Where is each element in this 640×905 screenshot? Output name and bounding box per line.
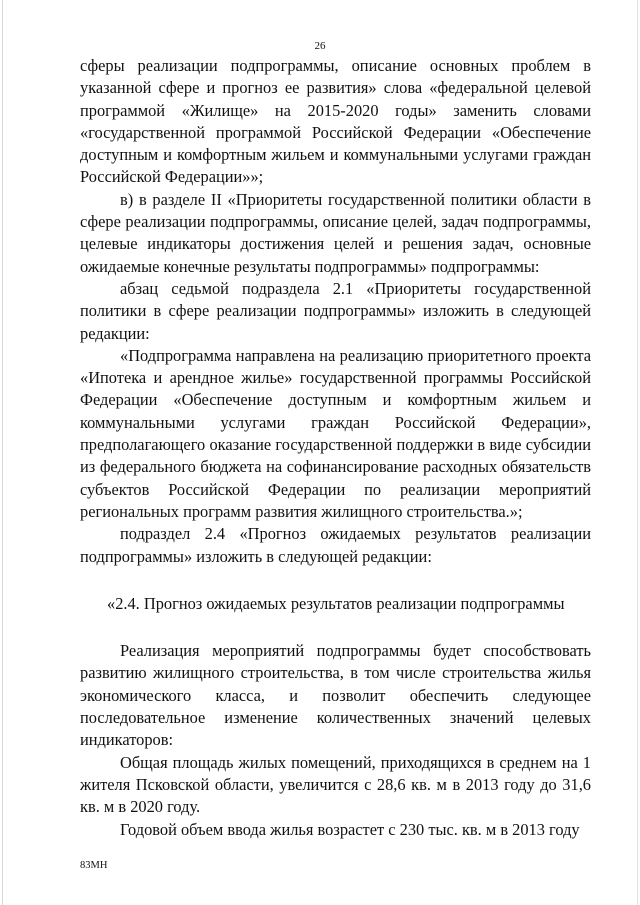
paragraph-subsection-2-4: подраздел 2.4 «Прогноз ожидаемых результатов реализации подпрограммы» изложить в следующей редакции: [80,524,591,566]
footer-code: 83МН [80,860,108,871]
section-heading: «2.4. Прогноз ожидаемых результатов реализации подпрограммы [107,593,565,613]
spacer [80,615,591,640]
document-body [80,55,591,841]
paragraph-implementation: Реализация мероприятий подпрограммы будет способствовать развитию жилищного строительства, в том числе строительства жилья экономического класса, и позволит обеспечить следующее последовательное изменение количественных значений целевых индикаторов: [80,641,591,750]
scan-right-edge [637,0,638,905]
paragraph-housing-area: Общая площадь жилых помещений, приходящихся в среднем на 1 жителя Псковской области, увеличится с 28,6 кв. м в 2013 году до 31,6 кв. м в 2020 году. [80,752,591,817]
spacer [80,568,591,593]
paragraph-housing-volume: Годовой объем ввода жилья возрастет с 230 тыс. кв. м в 2013 году [120,819,580,839]
paragraph-quote-subprogram: «Подпрограмма направлена на реализацию приоритетного проекта «Ипотека и арендное жилье» государственной программы Российской Федерации «Обеспечение доступным и комфортным жильем и коммунальными услугами граждан Российской Федерации», предполагающего оказание государственной поддержки в виде субсидии из федерального бюджета на софинансирование расходных обязательств субъектов Российской Федерации по реализации мероприятий региональных программ развития жилищного строительства.»; [80,345,591,521]
paragraph-section-ii: в) в разделе II «Приоритеты государственной политики области в сфере реализации подпрограммы, описание целей, задач подпрограммы, целевые индикаторы достижения целей и решения задач, основные ожидаемые конечные результаты подпрограммы» подпрограммы: [80,189,591,276]
scan-left-edge [2,0,3,905]
paragraph-subsection-2-1: абзац седьмой подраздела 2.1 «Приоритеты государственной политики в сфере реализации подпрограммы» изложить в следующей редакции: [80,278,591,343]
page-number: 26 [314,40,326,52]
paragraph-continuation: сферы реализации подпрограммы, описание основных проблем в указанной сфере и прогноз ее развития» слова «федеральной целевой программой «Жилище» на 2015-2020 годы» заменить словами «государственной программой Российской Федерации «Обеспечение доступным и комфортным жильем и коммунальными услугами граждан Российской Федерации»»; [80,56,591,187]
